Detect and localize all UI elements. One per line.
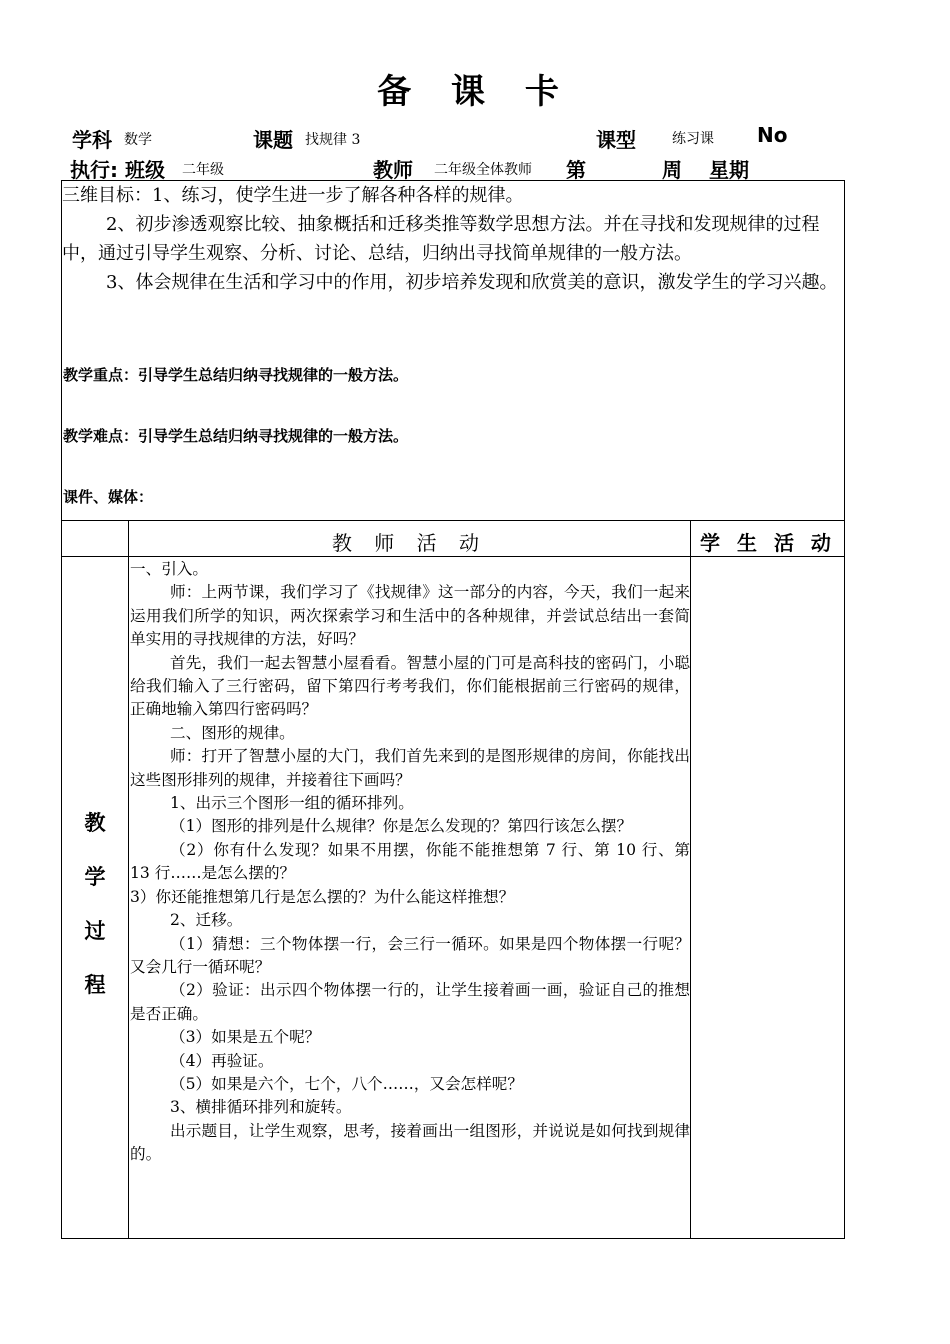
header-divider <box>61 556 845 557</box>
process-label-char: 教 <box>84 811 106 835</box>
week-prefix-label: 第 <box>566 158 586 182</box>
objective-line-1: 三维目标：1、练习，使学生进一步了解各种各样的规律。 <box>62 185 524 206</box>
topic-value: 找规律 3 <box>305 132 361 148</box>
process-paragraph: 3）你还能推想第几行是怎么摆的？为什么能这样推想？ <box>130 887 515 906</box>
objectives-section <box>62 181 843 297</box>
process-paragraph: 1、出示三个图形一组的循环排列。 <box>170 794 414 813</box>
process-label-char: 学 <box>84 865 106 889</box>
topic-label: 课题 <box>253 128 293 152</box>
process-paragraph: 二、图形的规律。 <box>170 723 295 742</box>
weekday-label: 星期 <box>709 158 749 182</box>
subject-label: 学科 <box>72 128 112 152</box>
column-divider-right <box>690 520 691 1239</box>
process-paragraph: （3）如果是五个呢？ <box>170 1028 321 1047</box>
key-point: 教学重点：引导学生总结归纳寻找规律的一般方法。 <box>63 366 409 384</box>
teacher-activity-header: 教 师 活 动 <box>331 531 488 555</box>
objective-line-2: 2、初步渗透观察比较、抽象概括和迁移类推等数学思想方法。并在寻找和发现规律的过程中，通过引导学生观察、分析、讨论、总结，归纳出寻找简单规律的一般方法。 <box>62 214 820 264</box>
process-label-char: 过 <box>84 919 106 943</box>
process-paragraph: （2）验证：出示四个物体摆一行的，让学生接着画一画，验证自己的推想是否正确。 <box>130 981 690 1023</box>
subject-value: 数学 <box>124 132 152 148</box>
process-paragraph: （1）图形的排列是什么规律？你是怎么发现的？第四行该怎么摆？ <box>170 817 633 836</box>
process-paragraph: 首先，我们一起去智慧小屋看看。智慧小屋的门可是高科技的密码门，小聪给我们输入了三行密码，留下第四行考考我们，你们能根据前三行密码的规律，正确地输入第四行密码吗？ <box>130 653 690 719</box>
process-paragraph: 师：打开了智慧小屋的大门，我们首先来到的是图形规律的房间，你能找出这些图形排列的规律，并接着往下画吗？ <box>130 747 690 789</box>
process-paragraph: 3、横排循环排列和旋转。 <box>170 1098 352 1117</box>
process-paragraph: 师：上两节课，我们学习了《找规律》这一部分的内容，今天，我们一起来运用我们所学的知识，两次探索学习和生活中的各种规律，并尝试总结出一套简单实用的寻找规律的方法，好吗？ <box>130 583 690 649</box>
process-label <box>62 796 128 1012</box>
process-paragraph: （5）如果是六个，七个，八个……，又会怎样呢？ <box>170 1074 523 1093</box>
process-paragraph: 出示题目，让学生观察，思考，接着画出一组图形，并说说是如何找到规律的。 <box>130 1121 690 1164</box>
teacher-value: 二年级全体教师 <box>434 162 532 178</box>
process-paragraph: 2、迁移。 <box>170 911 243 930</box>
media-line: 课件、媒体： <box>63 488 154 506</box>
process-paragraph: （1）猜想：三个物体摆一行，会三行一循环。如果是四个物体摆一行呢？又会几行一循环呢？ <box>130 934 690 976</box>
student-activity-header: 学 生 活 动 <box>700 531 836 555</box>
process-paragraph: （2）你有什么发现？如果不用摆，你能不能推想第 7 行、第 10 行、第 13 行……是怎么摆的？ <box>130 840 690 883</box>
execution-class-label: 执行: 班级 <box>70 158 165 182</box>
lesson-type-value: 练习课 <box>672 131 714 147</box>
process-paragraph: （4）再验证。 <box>170 1051 274 1070</box>
teacher-label: 教师 <box>373 158 413 182</box>
column-divider-left <box>128 520 129 1239</box>
page-title: 备 课 卡 <box>377 72 573 112</box>
class-value: 二年级 <box>182 162 224 178</box>
lesson-type-label: 课型 <box>596 128 636 152</box>
process-label-char: 程 <box>84 973 106 997</box>
difficulty-point: 教学难点：引导学生总结归纳寻找规律的一般方法。 <box>63 427 409 445</box>
objective-line-3: 3、体会规律在生活和学习中的作用，初步培养发现和欣赏美的意识，激发学生的学习兴趣。 <box>106 272 838 293</box>
process-paragraph: 一、引入。 <box>130 560 208 578</box>
number-label: No <box>757 123 788 147</box>
teacher-activity-content <box>130 558 690 1167</box>
week-label: 周 <box>662 158 682 182</box>
